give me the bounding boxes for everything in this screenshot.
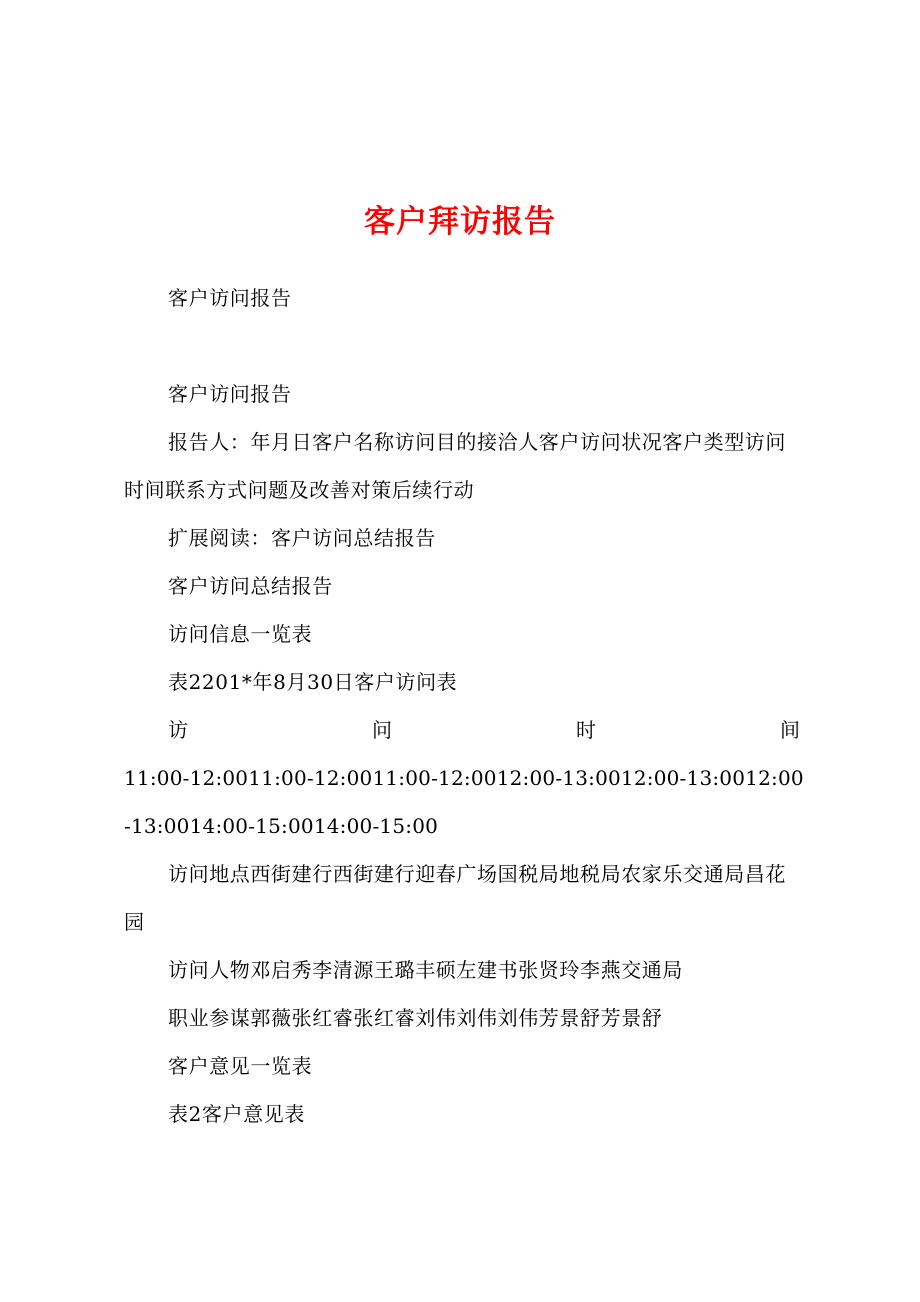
paragraph: 扩展阅读：客户访问总结报告	[168, 526, 436, 550]
visit-time-heading	[168, 706, 800, 754]
heading-char: 访	[168, 718, 188, 742]
heading-char: 间	[780, 718, 800, 742]
paragraph: 客户访问报告	[168, 286, 292, 310]
visit-times: 11:00-12:0011:00-12:0011:00-12:0012:00-13:0012:00-13:0012:00-13:0014:00-15:0014:00-15:00	[124, 766, 804, 838]
paragraph: 访问信息一览表	[168, 622, 313, 646]
paragraph: 访问地点西街建行西街建行迎春广场国税局地税局农家乐交通局昌花园	[124, 862, 786, 934]
paragraph: 客户访问报告	[168, 382, 292, 406]
paragraph: 职业参谋郭薇张红睿张红睿刘伟刘伟刘伟芳景舒芳景舒	[168, 1006, 663, 1030]
paragraph: 访问人物邓启秀李清源王璐丰硕左建书张贤玲李燕交通局	[168, 958, 683, 982]
heading-char: 问	[372, 718, 392, 742]
paragraph: 客户意见一览表	[168, 1054, 313, 1078]
paragraph: 表2客户意见表	[168, 1102, 305, 1126]
paragraph: 表2201*年8月30日客户访问表	[168, 670, 458, 694]
paragraph: 报告人：年月日客户名称访问目的接洽人客户访问状况客户类型访问时间联系方式问题及改善对策后续行动	[124, 430, 786, 502]
document-title: 客户拜访报告	[364, 204, 556, 240]
paragraph: 客户访问总结报告	[168, 574, 333, 598]
heading-char: 时	[576, 718, 596, 742]
